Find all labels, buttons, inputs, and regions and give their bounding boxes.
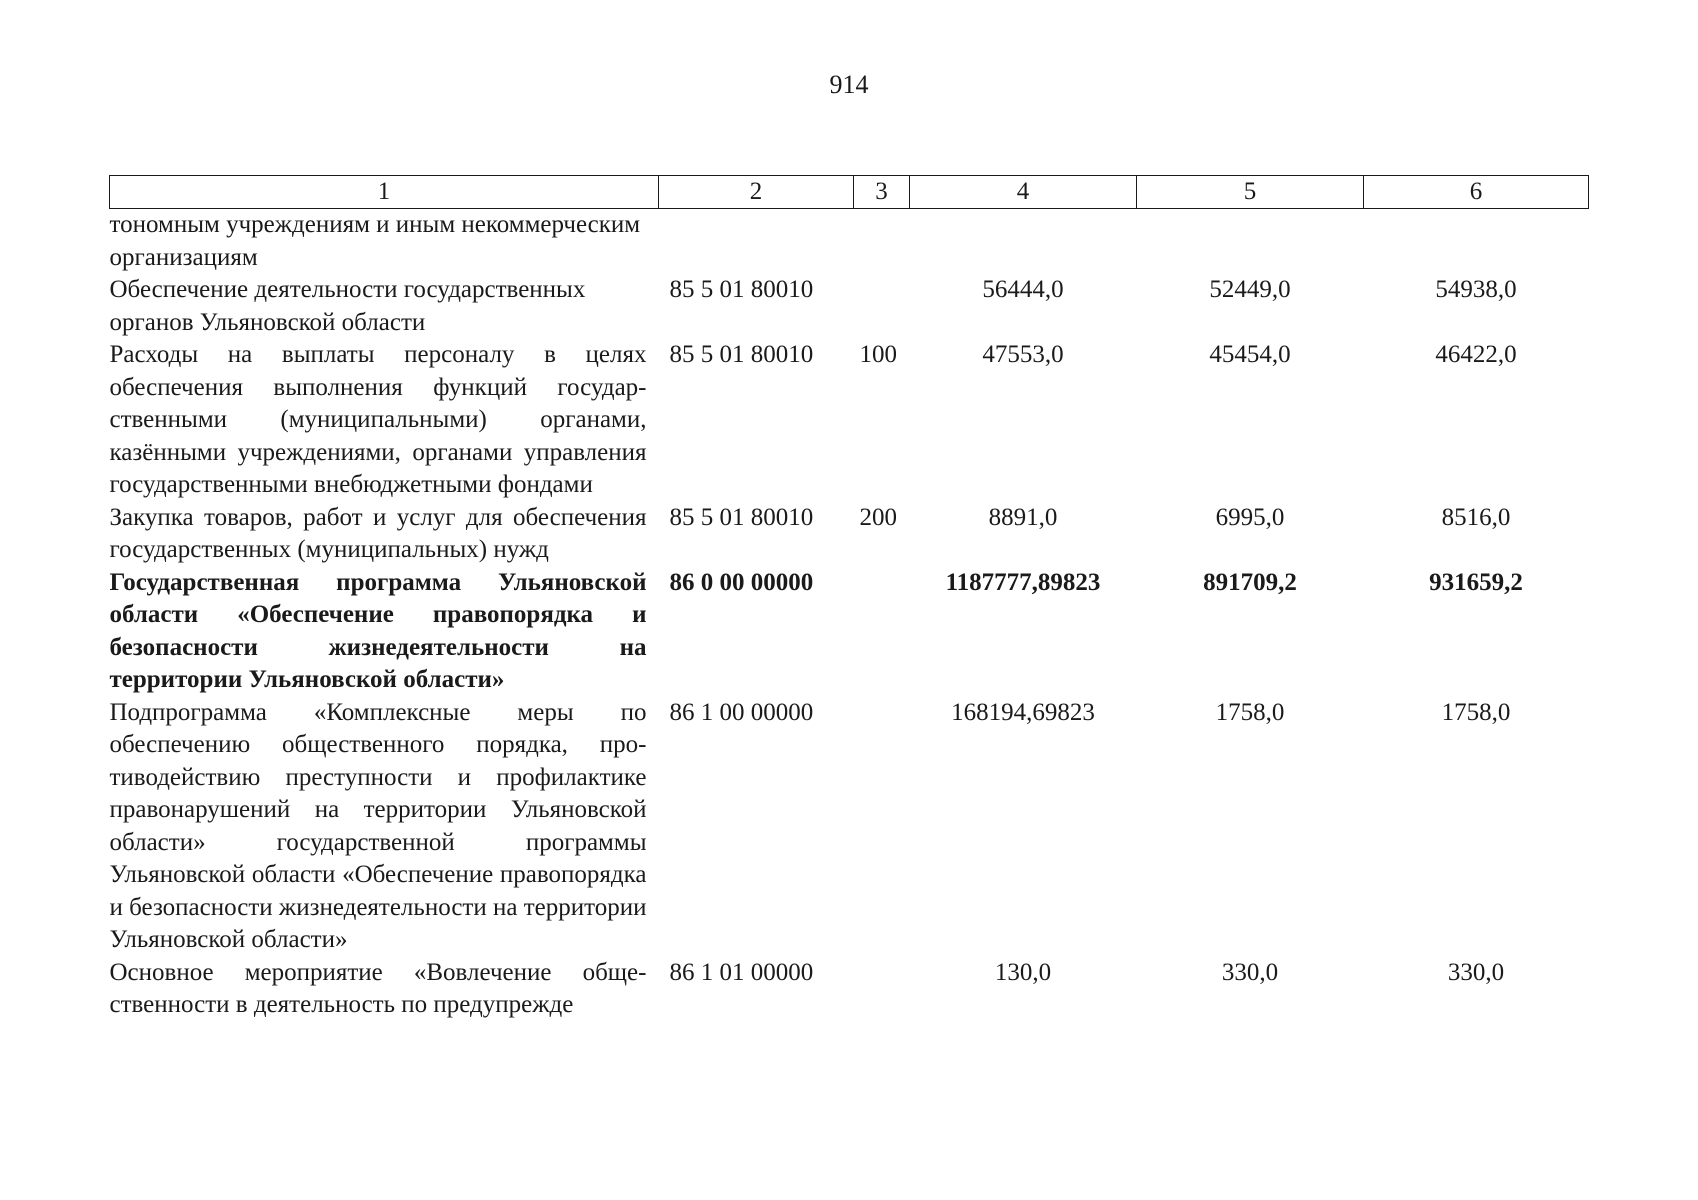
row-type: 200 [859,503,897,531]
row-type [854,697,910,957]
row-value-4: 168194,69823 [951,698,1095,726]
budget-table [109,175,1589,1022]
row-value-6: 54938,0 [1435,276,1517,303]
row-value-5: 52449,0 [1209,276,1291,303]
row-type [854,209,910,275]
row-name: Закупка товаров, работ и услуг для обеспечения государственных (муниципальных) нужд [109,503,647,563]
row-name: Основное мероприятие «Вовлечение общественности в деятельность по предупрежде [109,958,647,1018]
header-col-5: 5 [1137,176,1364,209]
row-code: 85 5 01 80010 [669,341,814,368]
row-value-5: 330,0 [1221,958,1279,986]
row-type: 100 [859,341,897,368]
row-value-4: 56444,0 [982,276,1064,303]
row-value-6: 8516,0 [1441,503,1511,531]
header-row [110,176,1589,209]
header-col-2: 2 [659,176,854,209]
row-type [854,957,910,1022]
row-value-4: 1187777,89823 [945,568,1101,596]
row-value-5: 6995,0 [1215,503,1285,531]
row-value-6: 46422,0 [1435,341,1517,368]
row-value-5: 891709,2 [1203,568,1297,596]
row-name: тономным учреждениям и иным некоммерческим организациям [109,211,641,271]
row-value-6: 1758,0 [1441,698,1511,726]
table-row [110,209,1589,275]
row-name: Государственная программа Ульяновской области «Обеспечение правопорядка и безопасности жизнедеятельности на территории Ульяновской области» [109,568,647,693]
header-col-6: 6 [1364,176,1589,209]
row-value-5: 1758,0 [1215,698,1285,726]
row-code: 86 0 00 00000 [669,568,814,596]
table-row [110,567,1589,697]
row-code [659,209,854,275]
header-col-4: 4 [910,176,1137,209]
row-code: 85 5 01 80010 [669,276,814,303]
row-value-4 [910,209,1137,275]
row-value-4: 47553,0 [982,341,1064,368]
table-row [110,957,1589,1022]
row-code: 86 1 01 00000 [669,958,814,986]
row-value-5: 45454,0 [1209,341,1291,368]
row-value-5 [1137,209,1364,275]
header-col-1: 1 [110,176,659,209]
row-name: Обеспечение деятельности государственных органов Ульяновской области [109,276,586,336]
table-row [110,697,1589,957]
row-type [854,274,910,339]
table-row [110,274,1589,339]
row-value-4: 8891,0 [988,503,1058,531]
header-col-3: 3 [854,176,910,209]
row-name: Подпрограмма «Комплексные меры по обеспечению общественного порядка, противодействию преступности и профилактике правонарушений на территории Ульяновской области» государственной программы Ульяновской области «Обеспечение правопорядка и безопасности жизнедеятельности на территории Ульяновской области» [109,698,647,953]
row-value-6: 330,0 [1447,958,1505,986]
page-number: 914 [829,70,869,99]
row-type [854,567,910,697]
row-value-4: 130,0 [994,958,1052,986]
row-code: 85 5 01 80010 [669,503,814,531]
row-name: Расходы на выплаты персоналу в целях обеспечения выполнения функций государственными (муниципальными) органами, казёнными учреждениями, органами управления государственными внебюджетными фондами [109,341,647,498]
table-row [110,502,1589,567]
row-code: 86 1 00 00000 [669,698,814,726]
row-value-6: 931659,2 [1429,568,1523,596]
table-row [110,339,1589,502]
row-value-6 [1364,209,1589,275]
